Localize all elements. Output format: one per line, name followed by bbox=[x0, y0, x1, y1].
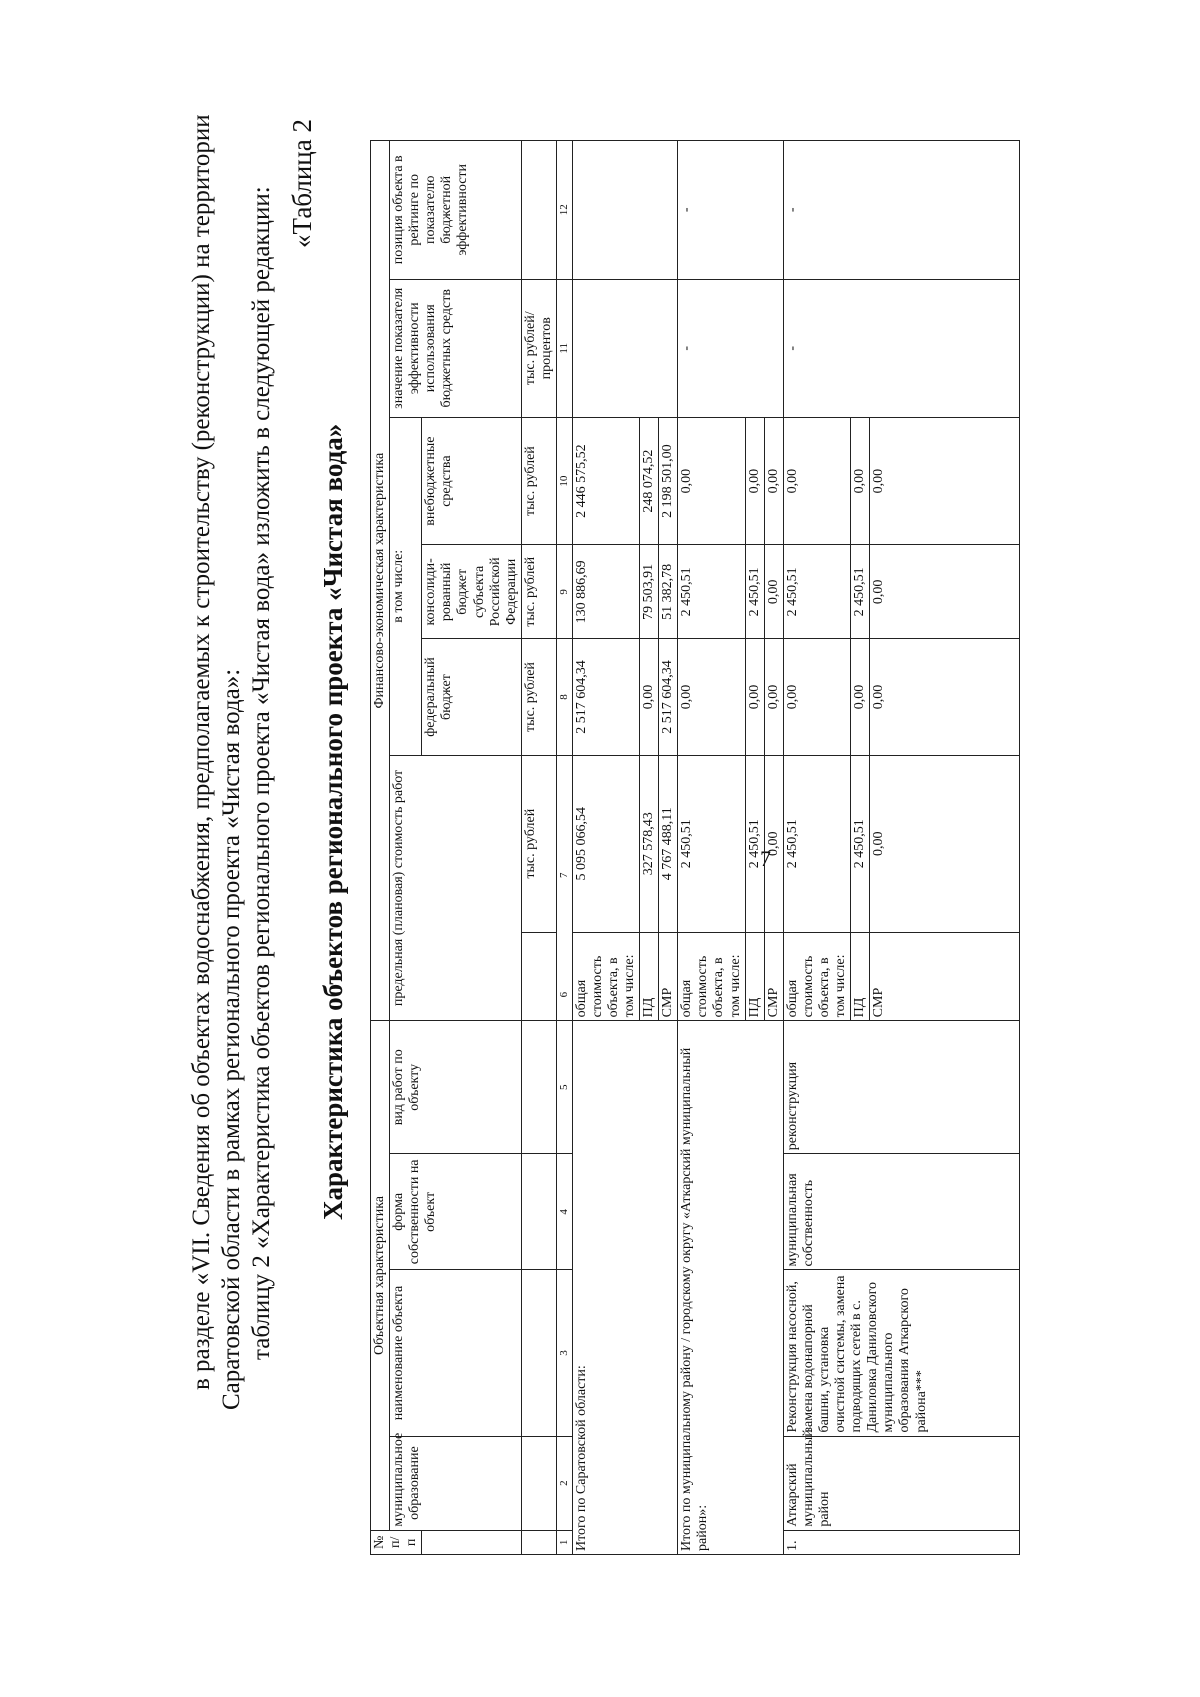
district-smr-federal: 0,00 bbox=[764, 639, 783, 755]
total-cost-label: общая стоимость объекта, в том числе: bbox=[783, 932, 850, 1021]
unit-federal: тыс. рублей bbox=[521, 639, 556, 755]
header-extrabudget: внебюджетные средства bbox=[422, 417, 522, 544]
item-1-smr-consolidated: 0,00 bbox=[870, 545, 1020, 639]
intro-line-2: Саратовской области в рамках регионального проекта «Чистая вода»: bbox=[218, 668, 245, 1410]
header-object-group: Объектная характеристика bbox=[371, 1021, 390, 1530]
region-pd-cost: 327 578,43 bbox=[640, 755, 659, 932]
district-pd-cost: 2 450,51 bbox=[745, 755, 764, 932]
district-smr-cost: 0,00 bbox=[764, 755, 783, 932]
header-work-type: вид работ по объекту bbox=[390, 1021, 522, 1154]
item-1-indicator: - bbox=[783, 279, 1019, 417]
total-cost-label: общая стоимость объекта, в том числе: bbox=[572, 932, 639, 1021]
header-row-columns bbox=[390, 141, 422, 1555]
colnum-6-7 bbox=[557, 755, 573, 1021]
colnum-7: 7 bbox=[558, 872, 571, 878]
colnum-6: 6 bbox=[558, 991, 571, 998]
unit-consolidated: тыс. рублей bbox=[521, 545, 556, 639]
objects-table-sheet bbox=[370, 140, 1018, 1555]
district-smr-consolidated: 0,00 bbox=[764, 545, 783, 639]
colnum-4: 4 bbox=[557, 1154, 573, 1270]
header-in-that: в том числе: bbox=[390, 417, 422, 755]
district-total-consolidated: 2 450,51 bbox=[678, 545, 745, 639]
item-1-pd-cost: 2 450,51 bbox=[851, 755, 870, 932]
pd-label: ПД bbox=[851, 932, 870, 1021]
district-pd-extrabudget: 0,00 bbox=[745, 417, 764, 544]
district-total-federal: 0,00 bbox=[678, 639, 745, 755]
region-smr-consolidated: 51 382,78 bbox=[659, 545, 678, 639]
intro-line-1: в разделе «VII. Сведения об объектах водоснабжения, предполагаемых к строительству (реконструкции) на территории bbox=[188, 114, 215, 1390]
region-pd-extrabudget: 248 074,52 bbox=[640, 417, 659, 544]
district-indicator: - bbox=[678, 279, 784, 417]
intro-line-3: таблицу 2 «Характеристика объектов регионального проекта «Чистая вода» изложить в следующей редакции: bbox=[248, 186, 275, 1360]
item-1-smr-federal: 0,00 bbox=[870, 639, 1020, 755]
unit-extrabudget: тыс. рублей bbox=[521, 417, 556, 544]
colnum-2: 2 bbox=[557, 1436, 573, 1530]
smr-label: СМР bbox=[659, 932, 678, 1021]
district-total-extrabudget: 0,00 bbox=[678, 417, 745, 544]
header-municipal: муниципальное образование bbox=[390, 1436, 522, 1530]
header-max-cost: предельная (плановая) стоимость работ bbox=[390, 755, 522, 1021]
item-1-total-extrabudget: 0,00 bbox=[783, 417, 850, 544]
region-smr-extrabudget: 2 198 501,00 bbox=[659, 417, 678, 544]
district-total-cost: 2 450,51 bbox=[678, 755, 745, 932]
total-cost-label: общая стоимость объекта, в том числе: bbox=[678, 932, 745, 1021]
item-1-row bbox=[783, 141, 850, 1555]
header-consolidated: консолиди-рованный бюджет субъекта Российской Федерации bbox=[422, 545, 522, 639]
pd-label: ПД bbox=[745, 932, 764, 1021]
header-ownership: форма собственности на объект bbox=[390, 1154, 522, 1270]
colnum-1: 1 bbox=[557, 1530, 573, 1554]
colnum-12: 12 bbox=[557, 141, 573, 280]
item-1-work: реконструкция bbox=[783, 1021, 1019, 1154]
item-1-total-federal: 0,00 bbox=[783, 639, 850, 755]
item-1-pd-federal: 0,00 bbox=[851, 639, 870, 755]
table-title: Характеристика объектов регионального проекта «Чистая вода» bbox=[318, 423, 348, 1220]
pd-label: ПД bbox=[640, 932, 659, 1021]
colnum-5: 5 bbox=[557, 1021, 573, 1154]
colnum-11: 11 bbox=[557, 279, 573, 417]
colnum-3: 3 bbox=[557, 1270, 573, 1436]
region-total-cost: 5 095 066,54 bbox=[572, 755, 639, 932]
header-row-groups bbox=[371, 141, 390, 1555]
objects-table bbox=[370, 140, 1020, 1555]
item-1-total-consolidated: 2 450,51 bbox=[783, 545, 850, 639]
region-total-row bbox=[572, 141, 639, 1555]
item-1-municipal: Аткарский муниципальный район bbox=[783, 1436, 1019, 1530]
item-1-pd-consolidated: 2 450,51 bbox=[851, 545, 870, 639]
district-pd-consolidated: 2 450,51 bbox=[745, 545, 764, 639]
item-1-rating: - bbox=[783, 141, 1019, 280]
column-numbers-row bbox=[557, 141, 573, 1555]
district-rating: - bbox=[678, 141, 784, 280]
region-pd-consolidated: 79 503,91 bbox=[640, 545, 659, 639]
region-total-federal: 2 517 604,34 bbox=[572, 639, 639, 755]
item-1-pd-extrabudget: 0,00 bbox=[851, 417, 870, 544]
header-num: № п/п bbox=[371, 1530, 422, 1554]
header-object-name: наименование объекта bbox=[390, 1270, 522, 1436]
unit-indicator: тыс. рублей/ процентов bbox=[521, 279, 556, 417]
item-1-smr-cost: 0,00 bbox=[870, 755, 1020, 932]
item-1-num: 1. bbox=[783, 1530, 1019, 1554]
item-1-total-cost: 2 450,51 bbox=[783, 755, 850, 932]
header-indicator: значение показателя эффективности использования бюджетных средств bbox=[390, 279, 522, 417]
page-number: 7 bbox=[760, 846, 771, 871]
region-smr-federal: 2 517 604,34 bbox=[659, 639, 678, 755]
unit-cost: тыс. рублей bbox=[521, 755, 556, 932]
item-1-name: Реконструкция насосной, замена водонапорной башни, установка очистной системы, замена подводящих сетей в с. Даниловка Даниловского муниципального образования Аткарского района*** bbox=[783, 1270, 1019, 1436]
colnum-8: 8 bbox=[557, 639, 573, 755]
smr-label: СМР bbox=[764, 932, 783, 1021]
header-units-row bbox=[521, 141, 556, 1555]
item-1-smr-extrabudget: 0,00 bbox=[870, 417, 1020, 544]
district-total-title: Итого по муниципальному району / городскому округу «Аткарский муниципальный район»: bbox=[678, 1021, 784, 1555]
region-smr-cost: 4 767 488,11 bbox=[659, 755, 678, 932]
table-label: «Таблица 2 bbox=[287, 119, 317, 248]
region-total-extrabudget: 2 446 575,52 bbox=[572, 417, 639, 544]
item-1-ownership: муниципальная собственность bbox=[783, 1154, 1019, 1270]
region-pd-federal: 0,00 bbox=[640, 639, 659, 755]
header-federal: федеральный бюджет bbox=[422, 639, 522, 755]
district-total-row bbox=[678, 141, 745, 1555]
district-smr-extrabudget: 0,00 bbox=[764, 417, 783, 544]
region-total-consolidated: 130 886,69 bbox=[572, 545, 639, 639]
colnum-9: 9 bbox=[557, 545, 573, 639]
district-pd-federal: 0,00 bbox=[745, 639, 764, 755]
header-rating: позиция объекта в рейтинге по показателю бюджетной эффективности bbox=[390, 141, 522, 280]
smr-label: СМР bbox=[870, 932, 1020, 1021]
header-finance-group: Финансово-экономическая характеристика bbox=[371, 141, 390, 1021]
colnum-10: 10 bbox=[557, 417, 573, 544]
region-total-title: Итого по Саратовской области: bbox=[572, 1021, 678, 1555]
